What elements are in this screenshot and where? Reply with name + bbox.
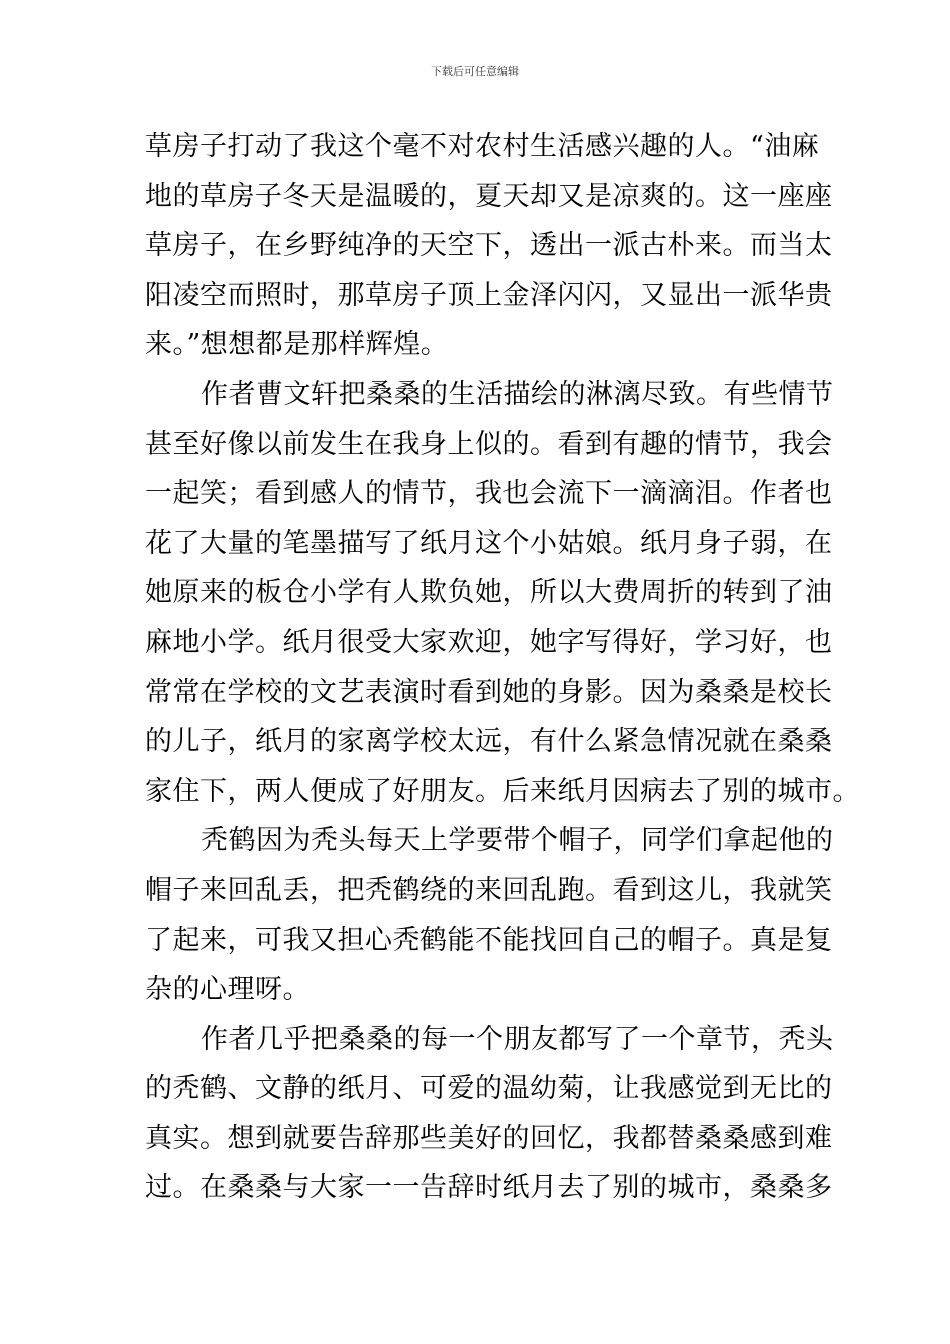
text-line: 花了大量的笔墨描写了纸月这个小姑娘。纸月身子弱，在 <box>145 527 833 559</box>
text-line: 常常在学校的文艺表演时看到她的身影。因为桑桑是校长 <box>145 676 833 708</box>
text-line: 麻地小学。纸月很受大家欢迎，她字写得好，学习好，也 <box>145 626 833 658</box>
text-line: 的儿子，纸月的家离学校太远，有什么紧急情况就在桑桑 <box>145 726 833 758</box>
text-line: 阳凌空而照时，那草房子顶上金泽闪闪，又显出一派华贵 <box>145 279 833 311</box>
text-line: 来。”想想都是那样辉煌。 <box>145 329 449 361</box>
text-line: 地的草房子冬天是温暖的，夏天却又是凉爽的。这一座座 <box>145 180 833 212</box>
text-line: 家住下，两人便成了好朋友。后来纸月因病去了别的城市。 <box>145 775 860 807</box>
text-line: 她原来的板仓小学有人欺负她，所以大费周折的转到了油 <box>145 577 833 609</box>
text-line: 杂的心理呀。 <box>145 974 310 1006</box>
text-line: 草房子打动了我这个毫不对农村生活感兴趣的人。“油麻 <box>145 131 820 162</box>
text-line: 草房子，在乡野纯净的天空下，透出一派古朴来。而当太 <box>145 230 833 262</box>
text-line: 甚至好像以前发生在我身上似的。看到有趣的情节，我会 <box>145 428 833 460</box>
text-line: 过。在桑桑与大家一一告辞时纸月去了别的城市，桑桑多 <box>145 1172 833 1204</box>
text-line: 帽子来回乱丢，把秃鹤绕的来回乱跑。看到这儿，我就笑 <box>145 874 833 906</box>
document-body <box>145 122 860 1213</box>
text-line: 真实。想到就要告辞那些美好的回忆，我都替桑桑感到难 <box>145 1122 833 1154</box>
text-line: 作者曹文轩把桑桑的生活描绘的淋漓尽致。有些情节 <box>201 378 834 410</box>
text-line: 一起笑；看到感人的情节，我也会流下一滴滴泪。作者也 <box>145 478 833 510</box>
text-line: 秃鹤因为秃头每天上学要带个帽子，同学们拿起他的 <box>201 825 834 857</box>
text-line: 了起来，可我又担心秃鹤能不能找回自己的帽子。真是复 <box>145 924 833 956</box>
page-header: 下载后可任意编辑 <box>431 65 519 78</box>
text-line: 作者几乎把桑桑的每一个朋友都写了一个章节，秃头 <box>201 1023 834 1055</box>
text-line: 的秃鹤、文静的纸月、可爱的温幼菊，让我感觉到无比的 <box>145 1073 833 1105</box>
